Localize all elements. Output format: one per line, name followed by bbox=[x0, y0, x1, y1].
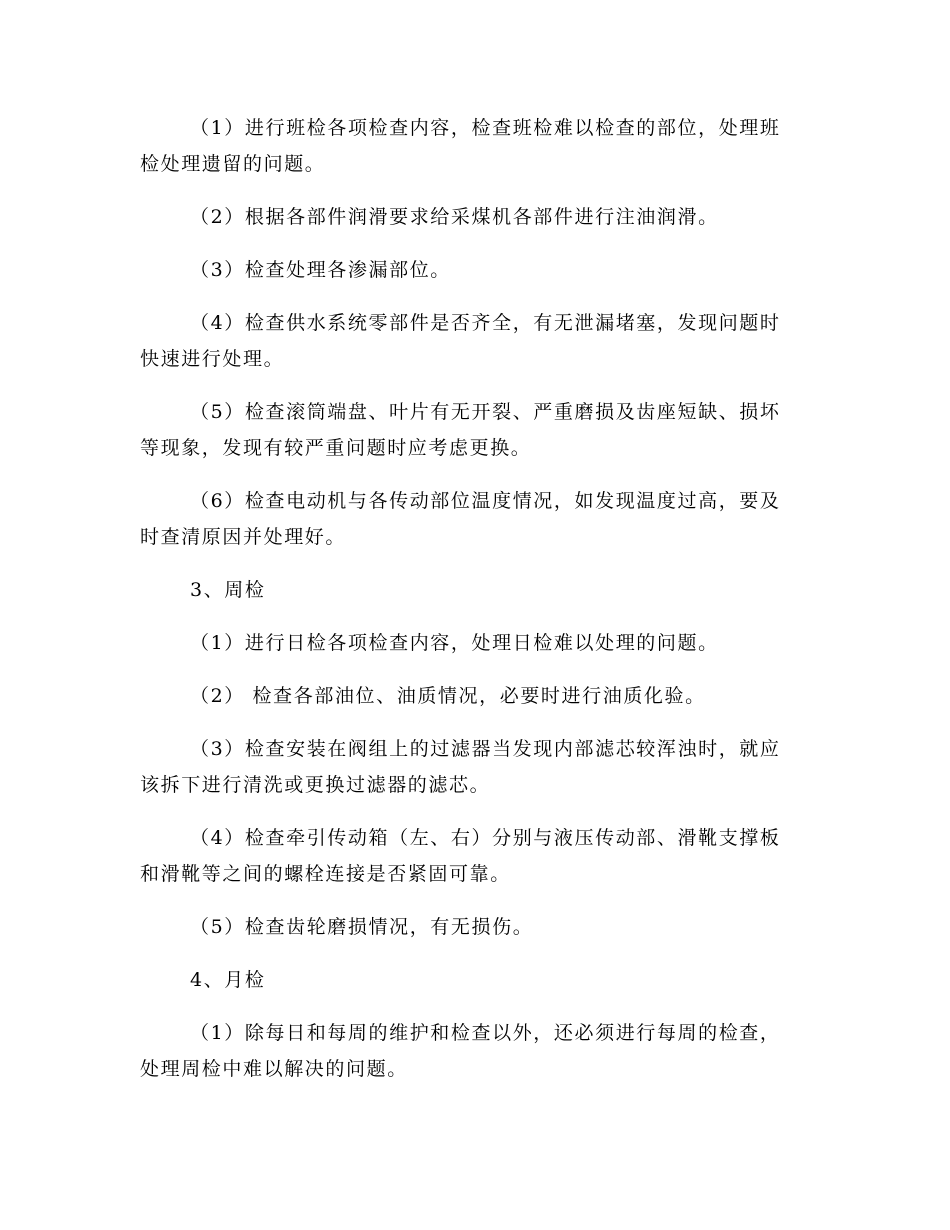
paragraph-weekly-2: （2） 检查各部油位、油质情况，必要时进行油质化验。 bbox=[190, 685, 706, 707]
section-heading-monthly: 4、月检 bbox=[190, 969, 266, 991]
paragraph-shift-check-3: （3）检查处理各渗漏部位。 bbox=[190, 259, 451, 281]
section-heading-weekly: 3、周检 bbox=[190, 579, 266, 601]
paragraph-weekly-5: （5）检查齿轮磨损情况，有无损伤。 bbox=[190, 916, 534, 938]
paragraph-weekly-4: （4）检查牵引传动箱（左、右）分别与液压传动部、滑靴支撑板和滑靴等之间的螺栓连接是否紧固可靠。 bbox=[140, 827, 781, 885]
paragraph-shift-check-5: （5）检查滚筒端盘、叶片有无开裂、严重磨损及齿座短缺、损坏等现象，发现有较严重问题时应考虑更换。 bbox=[140, 401, 781, 459]
paragraph-shift-check-6: （6）检查电动机与各传动部位温度情况，如发现温度过高，要及时查清原因并处理好。 bbox=[140, 490, 781, 548]
paragraph-shift-check-1: （1）进行班检各项检查内容，检查班检难以检查的部位，处理班检处理遗留的问题。 bbox=[140, 117, 781, 175]
paragraph-shift-check-4: （4）检查供水系统零部件是否齐全，有无泄漏堵塞，发现问题时快速进行处理。 bbox=[140, 312, 781, 370]
paragraph-weekly-3: （3）检查安装在阀组上的过滤器当发现内部滤芯较浑浊时，就应该拆下进行清洗或更换过滤器的滤芯。 bbox=[140, 738, 781, 796]
paragraph-weekly-1: （1）进行日检各项检查内容，处理日检难以处理的问题。 bbox=[190, 632, 719, 654]
paragraph-monthly-1: （1）除每日和每周的维护和检查以外，还必须进行每周的检查，处理周检中难以解决的问题。 bbox=[140, 1022, 781, 1080]
document-body bbox=[140, 110, 800, 1104]
paragraph-shift-check-2: （2）根据各部件润滑要求给采煤机各部件进行注油润滑。 bbox=[190, 206, 719, 228]
